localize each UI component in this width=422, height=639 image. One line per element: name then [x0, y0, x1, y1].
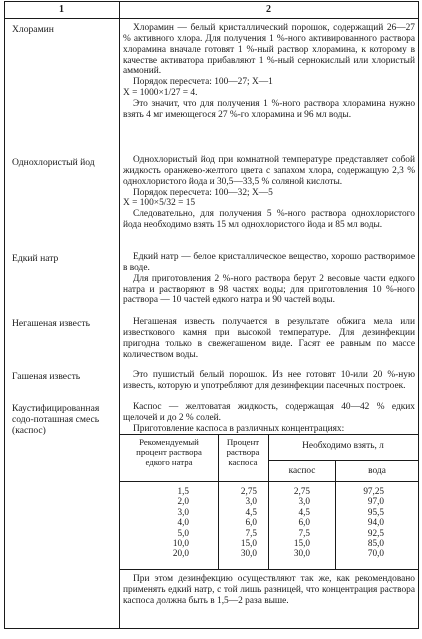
table-cell: 6,0: [298, 517, 310, 528]
rule-right: [418, 1, 419, 629]
inner-header-water: вода: [368, 466, 386, 476]
table-cell: 5,0: [177, 527, 189, 538]
desc-paragraph: Для приготовления 2 %-ного раствора берут 2 весовые части едкого натра и растворяют в 98 частях воды; для приготовления 10 %-ного раствора — 10 частей едкого натра и 90 частей воды.: [123, 273, 415, 306]
table-cell: 3,0: [298, 496, 310, 507]
table-cell: 94,0: [367, 517, 384, 528]
table-cell: 30,0: [293, 548, 310, 559]
desc-quicklime: [123, 317, 415, 360]
table-cell: 7,5: [245, 527, 257, 538]
desc-paragraph: Х = 100×5/32 = 15: [123, 198, 196, 209]
inner-rule-v3: [335, 460, 336, 569]
rule-header: [4, 18, 419, 19]
desc-paragraph: Приготовление каспоса в различных концентрациях:: [133, 423, 345, 434]
rule-left: [4, 1, 5, 629]
desc-paragraph: Порядок пересчета: 100—32; Х—5: [133, 187, 273, 198]
table-cell: 4,0: [177, 517, 189, 528]
rule-bottom: [4, 628, 419, 629]
inner-rule-group: [268, 460, 418, 461]
footnote-paragraph: При этом дезинфекцию осуществляют так же, как рекомендовано применять едкий натр, с той лишь разницей, что концентрация раствора каспоса должна быть в 1,5—2 раза выше.: [123, 574, 415, 606]
desc-paragraph: Порядок пересчета: 100—27; Х—1: [133, 77, 273, 88]
desc-paragraph: Негашеная известь получается в результате обжига мела или известкового камня при высокой температуре. Для дезинфекции пригодна только в свежегашеном виде. Гасят ее равным по массе количеством воды.: [123, 317, 415, 360]
desc-chloramine: [123, 23, 415, 121]
table-cell: 30,0: [240, 548, 257, 559]
table-cell: 2,75: [240, 486, 257, 496]
table-cell: 97,25: [363, 486, 384, 496]
term-slaked-lime: Гашеная известь: [12, 371, 81, 382]
col2-header: 2: [266, 4, 271, 15]
table-cell: 1,5: [177, 486, 189, 496]
rule-mid: [119, 1, 120, 629]
table-cell: 3,0: [177, 506, 189, 517]
inner-header-naoh-percent: Рекомендуемый процент раствора едкого натра: [136, 437, 202, 467]
desc-slaked-lime: [123, 370, 415, 392]
footnote-text: [123, 574, 415, 607]
table-cell: 95,5: [367, 506, 384, 517]
inner-header-caspos: каспос: [288, 466, 316, 476]
inner-header-take: Необходимо взять, л: [302, 441, 384, 451]
table-cell: 15,0: [293, 537, 310, 548]
inner-rule-v2: [268, 434, 269, 569]
desc-paragraph: Следовательно, для получения 5 %-ного раствора однохлористого йода необходимо взять 15 мл однохлористого йода и 85 мл воды.: [123, 209, 415, 231]
table-cell: 10,0: [172, 537, 189, 548]
table-cell: 20,0: [172, 548, 189, 559]
table-cell: 4,5: [298, 506, 310, 517]
desc-paragraph: Каспос — желтоватая жидкость, содержащая 40—42 % едких щелочей и до 2 % солей.: [123, 402, 415, 423]
desc-paragraph: Хлорамин — белый кристаллический порошок, содержащий 26—27 % активного хлора. Для получения 1 %-ного активированного раствора хлорамина вначале готовят 1 %-ный раствор хлорамина, к которому в качестве активатора прибавляют 1 %-ный сернокислый или хлористый аммоний.: [123, 23, 415, 77]
inner-rule-v1: [218, 434, 219, 569]
table-cell: 7,5: [298, 527, 310, 538]
inner-col-caspos-volume: [272, 486, 310, 559]
table-cell: 15,0: [240, 537, 257, 548]
desc-paragraph: Х = 1000×1/27 = 4.: [123, 88, 198, 99]
term-chloramine: Хлорамин: [12, 24, 54, 35]
desc-paragraph: Это значит, что для получения 1 %-ного раствора хлорамина нужно взять 4 мг имеющегося 27 %-го хлорамина и 96 мл воды.: [123, 98, 415, 120]
desc-paragraph: Однохлористый йод при комнатной температуре представляет собой жидкость оранжево-желтого цвета с запахом хлора, содержащую 2,3 % однохлористого йода и 30,5—33,5 % соляной кислоты.: [123, 155, 415, 187]
desc-paragraph: Это пушистый белый порошок. Из нее готовят 10-или 20 %-ную известь, которую и употребляют для дезинфекции пасечных построек.: [123, 370, 415, 391]
col1-header: 1: [59, 4, 64, 15]
inner-col-caspos-percent: [222, 486, 257, 559]
table-cell: 70,0: [367, 548, 384, 559]
desc-paragraph: Едкий натр — белое кристаллическое вещество, хорошо растворимое в воде.: [123, 252, 415, 273]
table-cell: 2,0: [177, 496, 189, 507]
desc-iodine-monochloride: [123, 155, 415, 231]
table-cell: 97,0: [367, 496, 384, 507]
desc-caustic-soda: [123, 252, 415, 306]
table-cell: 4,5: [245, 506, 257, 517]
table-cell: 2,75: [293, 486, 310, 496]
table-cell: 3,0: [245, 496, 257, 507]
inner-col-naoh-percent: [140, 486, 189, 559]
inner-header-caspos-percent: Процент раствора каспоса: [226, 437, 260, 467]
term-caspos: Каустифицированная содо-поташная смесь (каспос): [12, 403, 100, 437]
table-cell: 92,5: [367, 527, 384, 538]
inner-rule-bottom: [119, 569, 418, 570]
term-quicklime: Негашеная известь: [12, 318, 90, 329]
term-caustic-soda: Едкий натр: [12, 253, 59, 264]
table-cell: 85,0: [367, 537, 384, 548]
inner-col-water-volume: [340, 486, 384, 559]
term-iodine-monochloride: Однохлористый йод: [12, 157, 95, 168]
desc-caspos: [123, 402, 415, 435]
table-cell: 6,0: [245, 517, 257, 528]
